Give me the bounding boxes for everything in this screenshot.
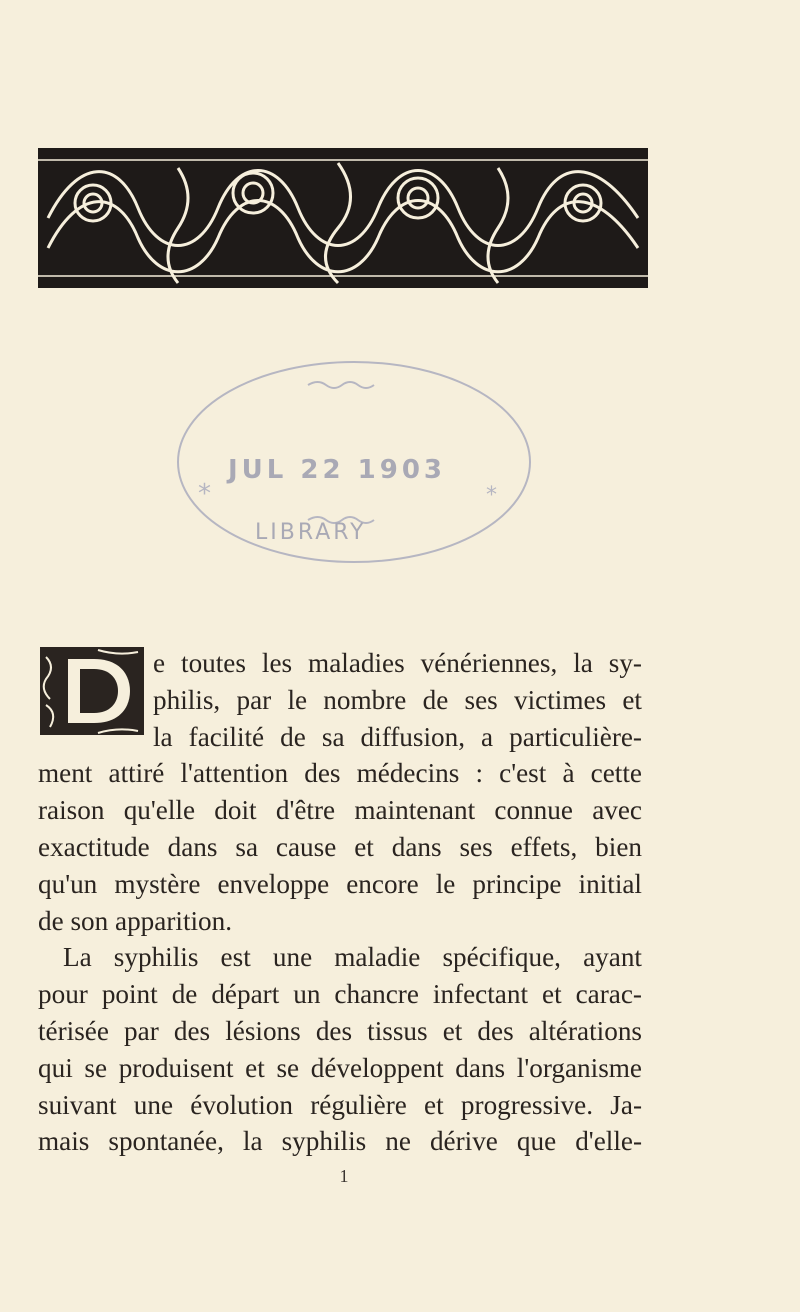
text-line: mais spontanée, la syphilis ne dérive que d'elle- bbox=[38, 1126, 642, 1157]
text-line: exactitude dans sa cause et dans ses effets, bien bbox=[38, 831, 642, 862]
text-line: la facilité de sa diffusion, a particulière- bbox=[153, 721, 642, 752]
body-text bbox=[38, 645, 642, 1160]
stamp-date: JUL 22 1903 bbox=[228, 455, 447, 485]
text-line: La syphilis est une maladie spécifique, ayant bbox=[63, 942, 642, 973]
svg-text:*: * bbox=[486, 483, 497, 508]
text-line: raison qu'elle doit d'être maintenant connue avec bbox=[38, 795, 642, 826]
text-line: de son apparition. bbox=[38, 905, 233, 936]
text-line: qui se produisent et se développent dans l'organisme bbox=[38, 1052, 642, 1083]
ornamental-headpiece bbox=[38, 148, 648, 288]
text-line: suivant une évolution régulière et progressive. Ja- bbox=[38, 1089, 642, 1120]
text-line: térisée par des lésions des tissus et des altérations bbox=[38, 1015, 642, 1046]
text-line: e toutes les maladies vénériennes, la sy- bbox=[153, 648, 642, 678]
stamp-library-label: LIBRARY bbox=[255, 520, 367, 545]
svg-text:*: * bbox=[198, 479, 211, 509]
text-line: pour point de départ un chancre infectant et carac- bbox=[38, 979, 642, 1010]
text-line: qu'un mystère enveloppe encore le principe initial bbox=[38, 868, 642, 899]
page-number: 1 bbox=[339, 1166, 349, 1186]
text-line: ment attiré l'attention des médecins : c'est à cette bbox=[38, 758, 642, 789]
text-line: philis, par le nombre de ses victimes et bbox=[153, 684, 642, 715]
